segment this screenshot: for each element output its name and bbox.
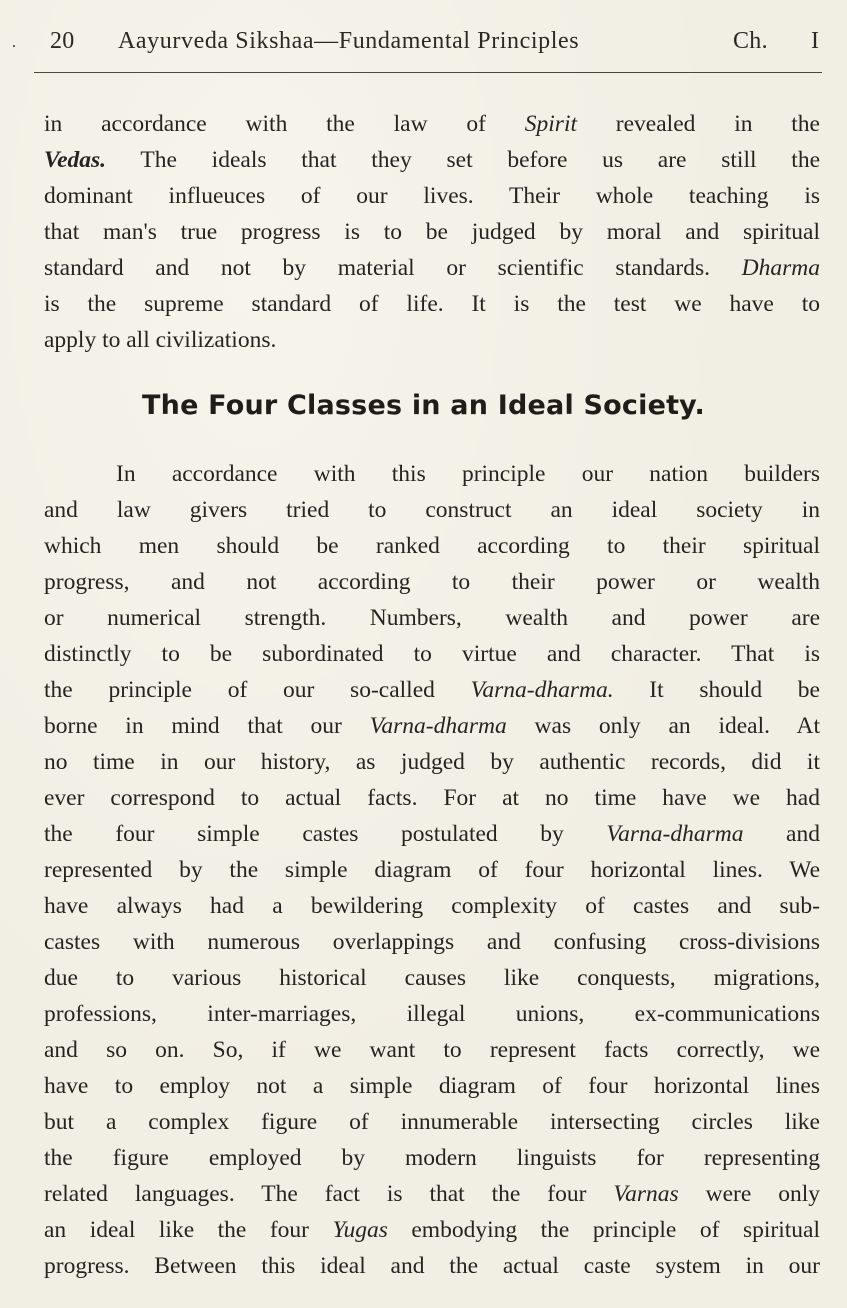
text-line: related languages. The fact is that the four Varnas were only <box>44 1181 821 1207</box>
text-line: distinctly to be subordinated to virtue and character. That is <box>44 641 820 667</box>
text-line: due to various historical causes like conquests, migrations, <box>44 965 820 991</box>
margin-mark: . <box>12 34 17 51</box>
text-line: standard and not by material or scientific standards. Dharma <box>44 255 820 281</box>
text-line: have always had a bewildering complexity of castes and sub- <box>44 893 820 919</box>
running-title: Aayurveda Sikshaa—Fundamental Principles <box>118 28 580 54</box>
text-line: dominant influeuces of our lives. Their whole teaching is <box>44 183 820 209</box>
text-line: no time in our history, as judged by authentic records, did it <box>44 749 820 775</box>
text-line: In accordance with this principle our nation builders <box>116 461 820 487</box>
text-line: apply to all civilizations. <box>44 327 277 353</box>
text-line: that man's true progress is to be judged by moral and spiritual <box>44 219 820 245</box>
section-heading: The Four Classes in an Ideal Society. <box>142 390 705 421</box>
text-line: which men should be ranked according to their spiritual <box>44 533 820 559</box>
text-line: represented by the simple diagram of four horizontal lines. We <box>44 857 820 883</box>
text-line: progress, and not according to their power or wealth <box>44 569 820 595</box>
paragraph-2 <box>44 456 820 1284</box>
text-line: professions, inter-marriages, illegal unions, ex-communications <box>44 1001 820 1027</box>
running-head <box>0 28 847 68</box>
paragraph-1 <box>44 106 820 358</box>
text-line: the principle of our so-called Varna-dharma. It should be <box>44 677 820 703</box>
text-line: borne in mind that our Varna-dharma was only an ideal. At <box>44 713 820 739</box>
text-line: or numerical strength. Numbers, wealth and power are <box>44 605 820 631</box>
page-number: 20 <box>50 28 75 54</box>
text-line: the four simple castes postulated by Varna-dharma and <box>44 821 820 847</box>
text-line: the figure employed by modern linguists for representing <box>44 1145 820 1171</box>
text-line: Vedas. The ideals that they set before us are still the <box>44 147 820 173</box>
text-line: progress. Between this ideal and the actual caste system in our <box>44 1253 820 1279</box>
text-line: in accordance with the law of Spirit revealed in the <box>44 111 820 137</box>
header-rule <box>34 72 822 73</box>
text-line: ever correspond to actual facts. For at no time have we had <box>44 785 820 811</box>
text-line: have to employ not a simple diagram of four horizontal lines <box>44 1073 820 1099</box>
chapter-label: Ch. <box>733 28 768 54</box>
text-line: but a complex figure of innumerable intersecting circles like <box>44 1109 820 1135</box>
text-line: an ideal like the four Yugas embodying the principle of spiritual <box>44 1217 820 1243</box>
text-line: castes with numerous overlappings and confusing cross-divisions <box>44 929 820 955</box>
text-line: and so on. So, if we want to represent facts correctly, we <box>44 1037 820 1063</box>
text-line: and law givers tried to construct an ideal society in <box>44 497 820 523</box>
text-line: is the supreme standard of life. It is the test we have to <box>44 291 820 317</box>
chapter-number: I <box>811 28 820 54</box>
